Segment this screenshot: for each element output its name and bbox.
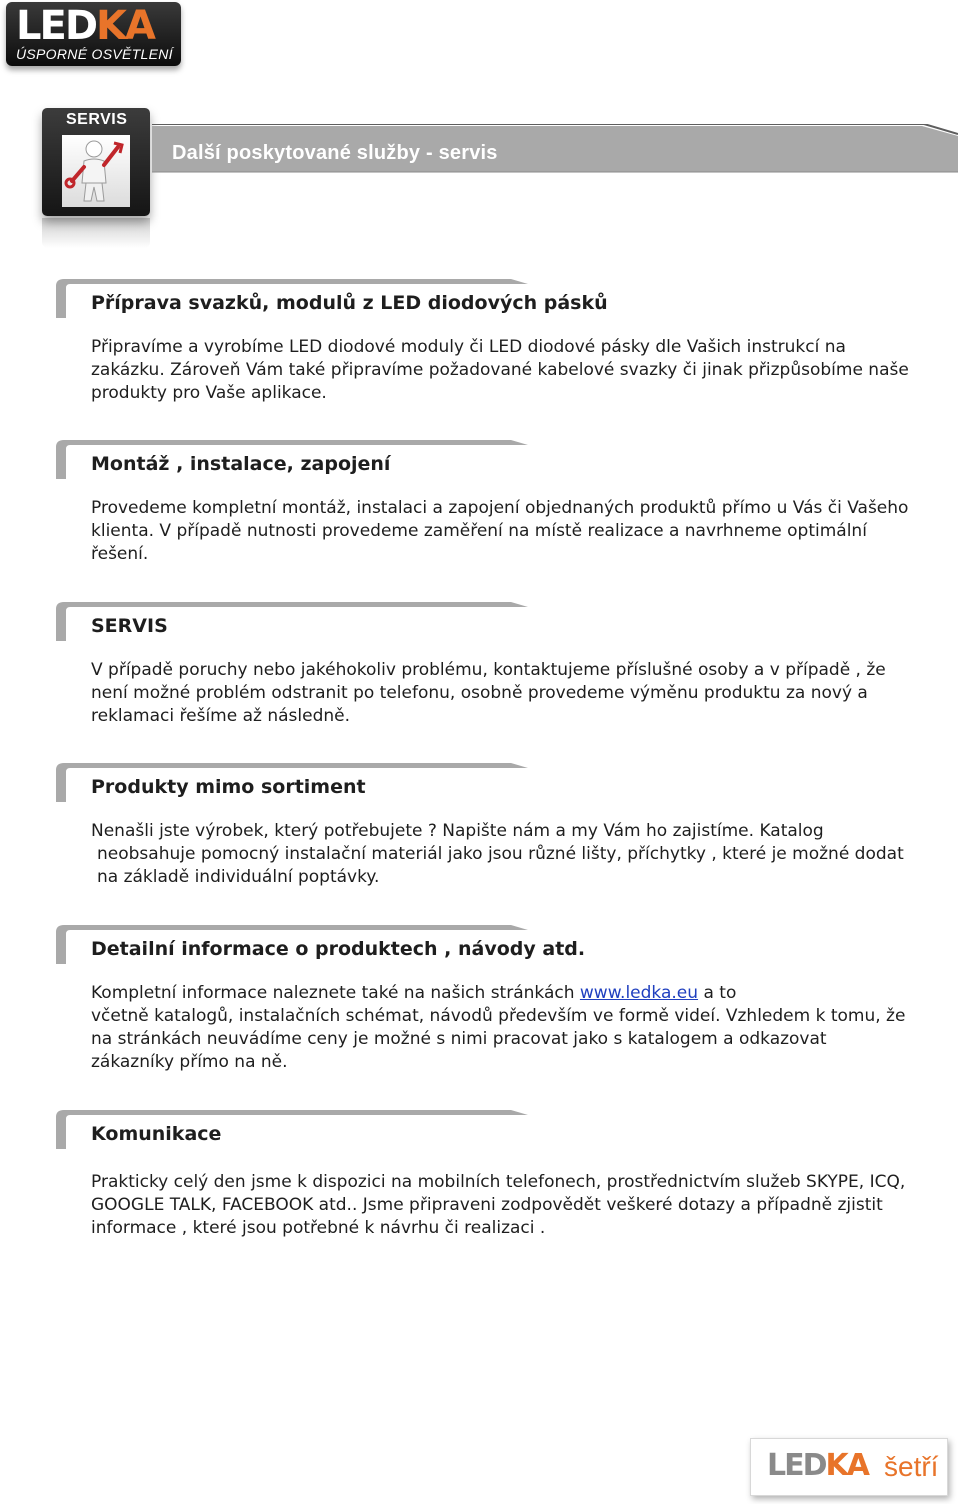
footer-logo-tagline: šetří <box>884 1451 939 1482</box>
badge-reflection <box>42 218 150 248</box>
section-line: na základě individuální poptávky. <box>97 867 380 887</box>
servis-badge-label: SERVIS <box>66 111 128 128</box>
text-before-link: Kompletní informace naleznete také na našich stránkách <box>91 983 580 1003</box>
section-title: Montáž , instalace, zapojení <box>91 453 391 475</box>
section-title: Detailní informace o produktech , návody atd. <box>91 938 586 960</box>
page-title: Další poskytované služby - servis <box>172 142 498 164</box>
footer-logo-word-left: LED <box>767 1448 826 1483</box>
section-title: Komunikace <box>91 1123 222 1145</box>
servis-badge <box>42 108 150 216</box>
section-title: Příprava svazků, modulů z LED diodových pásků <box>91 292 608 314</box>
ledka-website-link[interactable]: www.ledka.eu <box>579 983 699 1003</box>
logo-word-right: KA <box>96 3 154 49</box>
section-title: SERVIS <box>91 615 168 637</box>
logo-wordmark <box>16 4 154 48</box>
section-body <box>91 336 911 405</box>
section-body <box>91 820 911 889</box>
text-after-link: a to <box>698 983 737 1003</box>
section-body <box>91 1171 911 1240</box>
ledka-logo <box>6 2 181 66</box>
section-paragraph: Prakticky celý den jsme k dispozici na mobilních telefonech, prostřednictvím služeb SKYPE, ICQ, GOOGLE TALK, FACEBOOK atd.. Jsme připraveni zodpovědět veškeré dotazy a případně zjistit informace , které jsou potřebné k návrhu či realizaci . <box>91 1172 906 1238</box>
main-header-banner <box>152 124 958 174</box>
footer-logo-wordmark <box>767 1449 868 1483</box>
logo-word-left: LED <box>16 3 97 49</box>
section-paragraph: Připravíme a vyrobíme LED diodové moduly či LED diodové pásky dle Vašich instrukcí na zakázku. Zároveň Vám také připravíme požadované kabelové svazky či jinak přizpůsobíme naše produkty pro Vaše aplikace. <box>91 337 909 403</box>
section-paragraph: Provedeme kompletní montáž, instalaci a zapojení objednaných produktů přímo u Vás či Vašeho klienta. V případě nutnosti provedeme zaměření na místě realizace a navrhneme optimální řešení. <box>91 498 909 564</box>
section-paragraph: včetně katalogů, instalačních schémat, návodů především ve formě videí. Vzhledem k tomu, že na stránkách neuvádíme ceny je možné s nimi pracovat jako s katalogem a odkazovat zákazníky přímo na ně. <box>91 1006 906 1072</box>
section-body <box>91 982 911 1074</box>
logo-subtitle: ÚSPORNÉ OSVĚTLENÍ <box>16 46 173 62</box>
section-title: Produkty mimo sortiment <box>91 776 366 798</box>
ledka-setri-logo <box>750 1438 948 1496</box>
section-body <box>91 497 911 566</box>
footer-logo-word-right: KA <box>825 1448 868 1483</box>
section-line <box>91 982 911 1005</box>
repairman-with-wrench-icon <box>62 135 130 207</box>
section-paragraph: V případě poruchy nebo jakéhokoliv problému, kontaktujeme příslušné osoby a v případě , že není možné problém odstranit po telefonu, osobně provedeme výměnu produktu za nový a reklamaci řešíme až následně. <box>91 660 886 726</box>
section-body <box>91 659 911 728</box>
section-line: neobsahuje pomocný instalační materiál jako jsou různé lišty, příchytky , které je možné dodat <box>97 844 904 864</box>
section-line: Nenašli jste výrobek, který potřebujete ? Napište nám a my Vám ho zajistíme. Katalog <box>91 821 824 841</box>
